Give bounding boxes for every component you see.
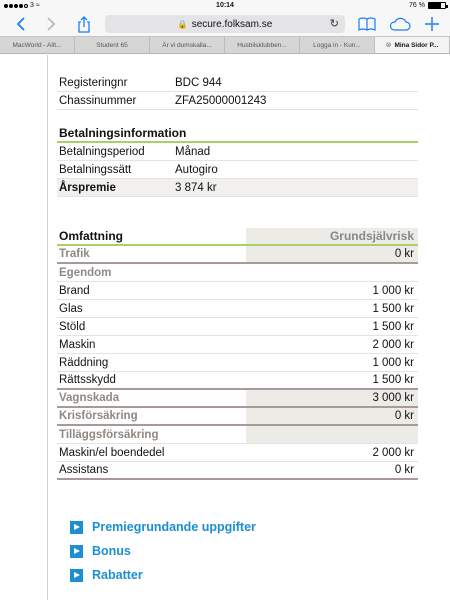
coverage-label: Räddning: [59, 356, 109, 369]
coverage-value: 2 000 kr: [372, 338, 414, 351]
coverage-value: 0 kr: [246, 246, 418, 262]
table-row: [57, 444, 418, 462]
browser-toolbar: [0, 12, 450, 36]
battery-indicator: [409, 2, 446, 9]
coverage-label: Stöld: [59, 320, 86, 333]
coverage-value: [246, 426, 418, 443]
play-arrow-icon: [70, 545, 83, 558]
coverage-label: Vagnskada: [59, 392, 120, 404]
tab-label: Husbilsklubben...: [237, 41, 287, 49]
table-row: [57, 336, 418, 354]
carrier-label: 3: [30, 2, 34, 9]
tab-mina-sidor[interactable]: [375, 37, 450, 53]
link-bonus[interactable]: [70, 539, 256, 563]
payment-period-row: [57, 143, 418, 161]
coverage-label: Maskin: [59, 338, 96, 351]
coverage-value: 3 000 kr: [246, 390, 418, 406]
forward-button[interactable]: [42, 15, 60, 33]
status-time: 10:14: [216, 2, 234, 9]
registration-value: BDC 944: [175, 76, 222, 89]
coverage-value: 1 500 kr: [372, 374, 414, 386]
registration-row: [57, 74, 418, 92]
vehicle-info: [57, 74, 418, 110]
tab-label: Logga in - Kun...: [313, 41, 361, 49]
battery-icon: [428, 2, 446, 9]
deductible-column-header: Grundsjälvrisk: [246, 228, 418, 244]
coverage-label: Trafik: [59, 248, 90, 260]
coverage-value: [246, 264, 418, 281]
battery-percent: 76 %: [409, 2, 425, 9]
coverage-label: Tilläggsförsäkring: [59, 428, 159, 441]
coverage-category: [57, 408, 418, 426]
coverage-label: Maskin/el boendedel: [59, 446, 165, 459]
back-button[interactable]: [12, 15, 30, 33]
coverage-value: 0 kr: [246, 408, 418, 424]
table-row: [57, 372, 418, 390]
payment-method-value: Autogiro: [175, 163, 218, 176]
annual-premium-value: 3 874 kr: [175, 181, 217, 194]
page-content: [0, 55, 450, 600]
info-links: [70, 515, 256, 587]
coverage-label: Glas: [59, 302, 83, 315]
payment-title: Betalningsinformation: [57, 125, 418, 143]
tab-label: Är vi dumskalla...: [162, 41, 212, 49]
link-label: Rabatter: [92, 568, 143, 582]
payment-method-row: [57, 161, 418, 179]
coverage-value: 2 000 kr: [372, 446, 414, 459]
coverage-category: [57, 390, 418, 408]
icloud-tabs-button[interactable]: [388, 15, 412, 33]
coverage-category: [57, 426, 418, 444]
new-tab-button[interactable]: [422, 15, 442, 33]
tab-bar: [0, 36, 450, 54]
coverage-value: 1 500 kr: [372, 302, 414, 315]
lock-icon: 🔒: [177, 19, 188, 29]
plus-icon: [425, 17, 439, 31]
coverage-label: Brand: [59, 284, 90, 297]
coverage-label: Krisförsäkring: [59, 410, 138, 422]
table-row: [57, 462, 418, 480]
tab-label: MacWorld - Allt...: [12, 41, 62, 49]
coverage-category: [57, 264, 418, 282]
coverage-label: Rättsskydd: [59, 374, 116, 386]
table-row: [57, 282, 418, 300]
coverage-value: 1 500 kr: [372, 320, 414, 333]
chassis-value: ZFA25000001243: [175, 94, 267, 107]
link-label: Premiegrundande uppgifter: [92, 520, 256, 534]
share-icon: [77, 16, 91, 33]
registration-label: Registeringnr: [59, 76, 128, 89]
payment-period-label: Betalningsperiod: [59, 145, 145, 158]
reload-icon[interactable]: ↻: [329, 18, 339, 30]
tab-label: Mina Sidor P...: [394, 41, 439, 49]
table-row: [57, 300, 418, 318]
reader-button[interactable]: [357, 15, 377, 33]
status-bar: [0, 0, 450, 12]
book-icon: [358, 17, 376, 31]
coverage-category: [57, 246, 418, 264]
coverage-value: 1 000 kr: [372, 284, 414, 297]
payment-info: [57, 125, 418, 197]
chevron-right-icon: [46, 17, 56, 31]
play-arrow-icon: [70, 569, 83, 582]
close-tab-icon[interactable]: ⊗: [385, 42, 392, 49]
share-button[interactable]: [74, 15, 94, 33]
wifi-icon: ≈: [35, 2, 40, 9]
link-label: Bonus: [92, 544, 131, 558]
tab-label: Student 65: [96, 41, 128, 49]
chassis-label: Chassinummer: [59, 94, 137, 107]
tab-dumskalla[interactable]: [150, 37, 225, 53]
coverage-title: Omfattning: [59, 229, 123, 243]
tab-macworld[interactable]: [0, 37, 75, 53]
tab-husbilsklubben[interactable]: [225, 37, 300, 53]
table-row: [57, 318, 418, 336]
coverage-value: 1 000 kr: [372, 356, 414, 369]
chassis-row: [57, 92, 418, 110]
annual-premium-row: [57, 179, 418, 197]
coverage-label: Egendom: [59, 266, 112, 279]
address-bar[interactable]: [105, 15, 345, 33]
tab-student[interactable]: [75, 37, 150, 53]
coverage-table: [57, 228, 418, 480]
cloud-icon: [389, 17, 411, 31]
link-premium-basis[interactable]: [70, 515, 256, 539]
table-row: [57, 354, 418, 372]
coverage-header: [57, 228, 418, 246]
play-arrow-icon: [70, 521, 83, 534]
payment-period-value: Månad: [175, 145, 211, 158]
link-discounts[interactable]: [70, 563, 256, 587]
coverage-label: Assistans: [59, 464, 109, 476]
annual-premium-label: Årspremie: [59, 181, 116, 194]
coverage-value: 0 kr: [394, 464, 414, 476]
url-text: secure.folksam.se: [191, 18, 273, 30]
payment-method-label: Betalningssätt: [59, 163, 132, 176]
chevron-left-icon: [16, 17, 26, 31]
tab-logga-in[interactable]: [300, 37, 375, 53]
